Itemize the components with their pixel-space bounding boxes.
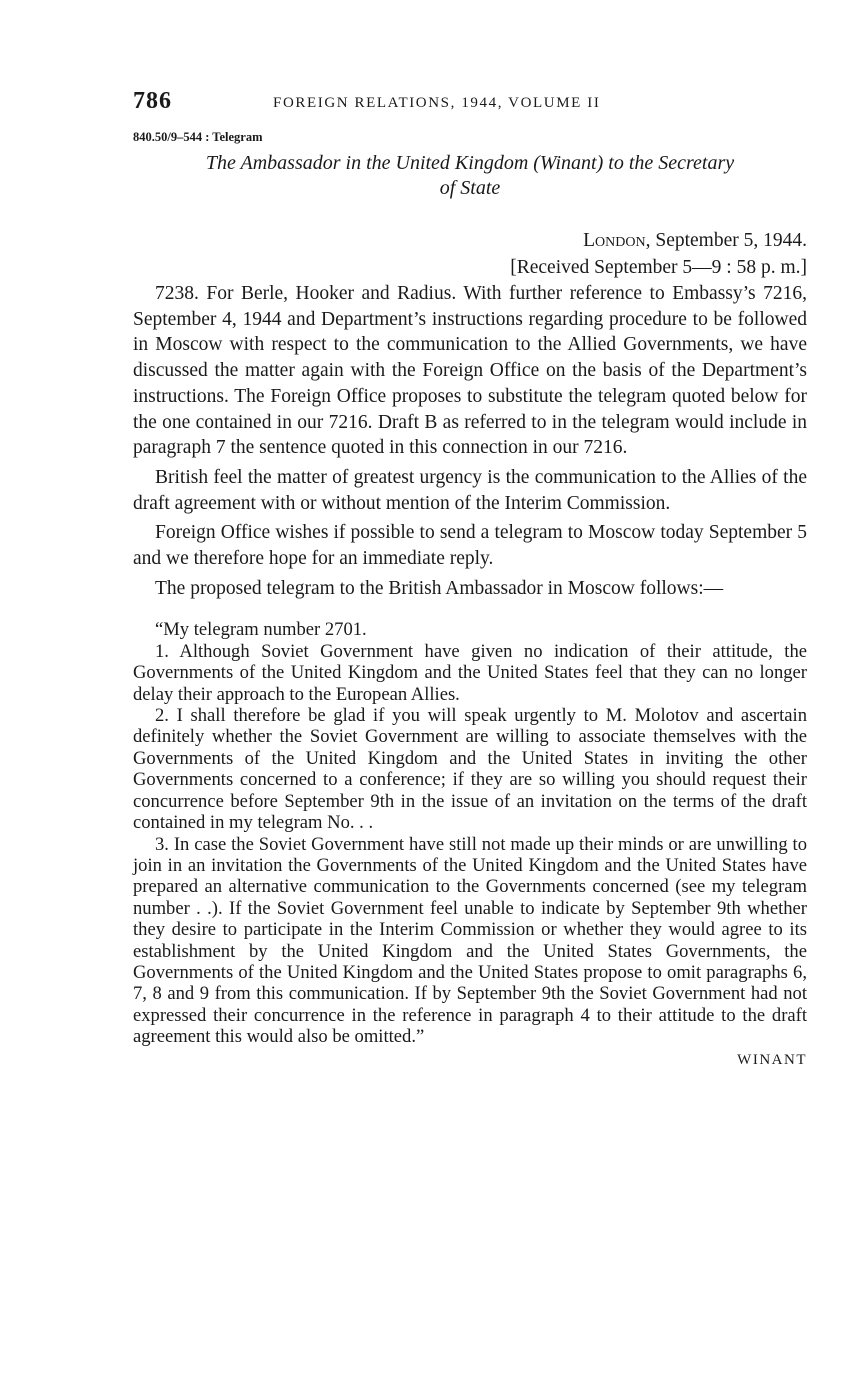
quoted-paragraph: 3. In case the Soviet Government have still not made up their minds or are unwilling to join in an invitation the Governments of the United Kingdom and the United States have prepared an alternative communication to the Governments concerned (see my telegram number . .). If the Soviet Government feel unable to indicate by September 9th whether they desire to participate in the Interim Commission or whether they would agree to its establishment by the United Kingdom and the United States Governments, the Governments of the United Kingdom and the United States propose to omit paragraphs 6, 7, 8 and 9 from this communication. If by September 9th the Soviet Government had not expressed their concurrence in the reference in paragraph 4 to their attitude to the draft agreement this would also be omitted.” [133, 833, 807, 1048]
body-paragraph: The proposed telegram to the British Ambassador in Moscow follows:— [155, 577, 724, 599]
quoted-telegram [133, 619, 807, 1047]
title-line-2: of State [439, 177, 501, 199]
dateline-received: [Received September 5—9 : 58 p. m.] [510, 257, 807, 278]
file-reference: 840.50/9–544 : Telegram [133, 130, 263, 144]
dateline-date: , September 5, 1944. [645, 230, 807, 251]
document-page [133, 88, 807, 1069]
document-title [133, 151, 807, 201]
quoted-paragraph: 2. I shall therefore be glad if you will speak urgently to M. Molotov and ascertain definitely whether the Soviet Government are willing to associate themselves with the Governments of the United Kingdom and the United States in inviting the other Governments concerned to a conference; if they are so willing you should request their concurrence before September 9th in the issue of an invitation on the terms of the draft contained in my telegram No. . . [133, 705, 807, 834]
page-number: 786 [133, 88, 172, 114]
body-paragraph: British feel the matter of greatest urgency is the communication to the Allies of the draft agreement with or without mention of the Interim Commission. [133, 466, 807, 514]
dateline [133, 227, 807, 281]
page-header [133, 88, 807, 120]
title-line-1: The Ambassador in the United Kingdom (Winant) to the Secretary [205, 152, 735, 174]
body-paragraph: 7238. For Berle, Hooker and Radius. With further reference to Embassy’s 7216, September 4, 1944 and Department’s instructions regarding procedure to be followed in Moscow with respect to the communication to the Allied Governments, we have discussed the matter again with the Foreign Office on the basis of the Department’s instructions. The Foreign Office proposes to substitute the telegram quoted below for the one contained in our 7216. Draft B as referred to in the telegram would include in paragraph 7 the sentence quoted in this connection in our 7216. [133, 283, 807, 459]
telegram-body [133, 281, 807, 601]
signature: WINANT [737, 1051, 807, 1068]
running-head: FOREIGN RELATIONS, 1944, VOLUME II [273, 95, 601, 111]
dateline-sent [133, 227, 807, 254]
body-paragraph: Foreign Office wishes if possible to send a telegram to Moscow today September 5 and we therefore hope for an immediate reply. [133, 522, 807, 570]
dateline-place: London [583, 230, 646, 251]
quoted-paragraph: 1. Although Soviet Government have given no indication of their attitude, the Governments of the United Kingdom and the United States feel that they can no longer delay their approach to the European Allies. [133, 640, 807, 705]
quoted-paragraph: “My telegram number 2701. [155, 619, 367, 641]
